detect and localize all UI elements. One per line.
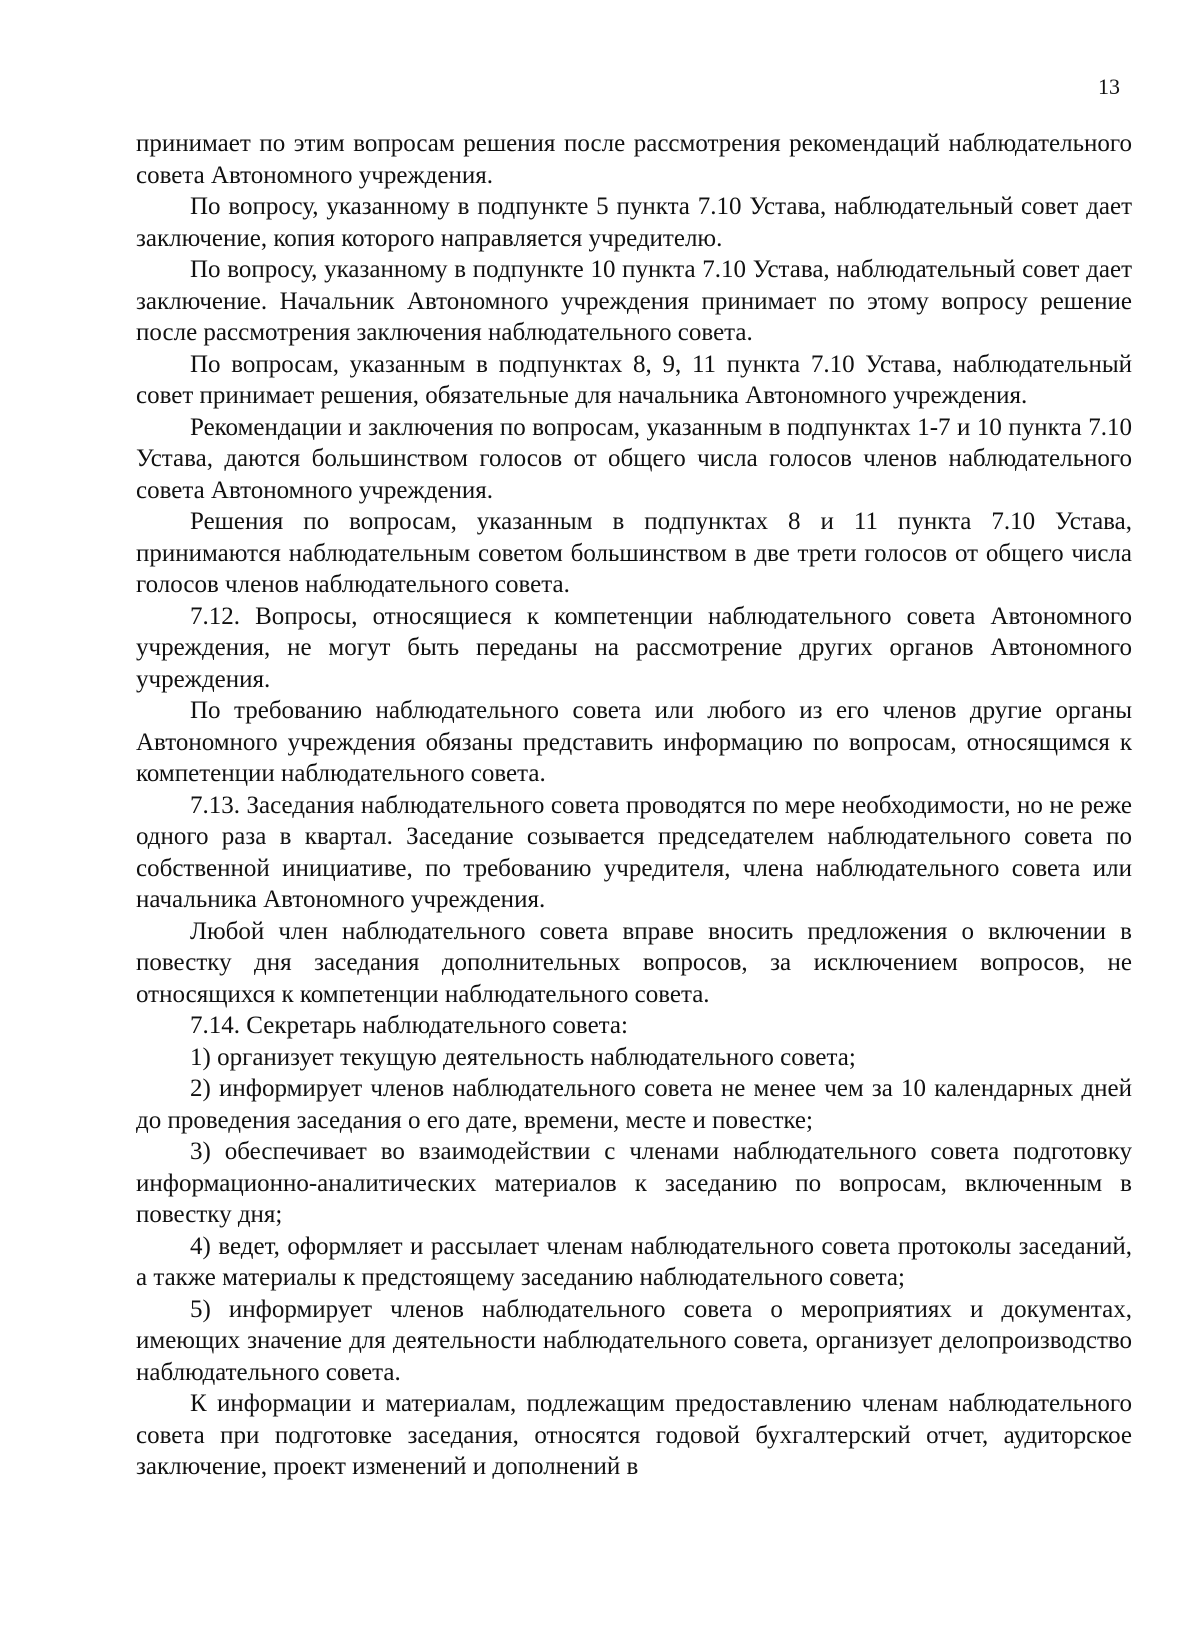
paragraph: По требованию наблюдательного совета или любого из его членов другие органы Автономного учреждения обязаны представить информацию по вопросам, относящимся к компетенции наблюдательного совета. (136, 697, 1132, 787)
page-number: 13 (1098, 74, 1120, 99)
clause-7-13: 7.13. Заседания наблюдательного совета проводятся по мере необходимости, но не реже одного раза в квартал. Заседание созывается председателем наблюдательного совета по собственной инициативе, по требованию учредителя, члена наблюдательного совета или начальника Автономного учреждения. (136, 791, 1132, 913)
paragraph: Любой член наблюдательного совета вправе вносить предложения о включении в повестку дня заседания дополнительных вопросов, за исключением вопросов, не относящихся к компетенции наблюдательного совета. (136, 917, 1132, 1008)
list-item-3: 3) обеспечивает во взаимодействии с членами наблюдательного совета подготовку информационно-аналитических материалов к заседанию по вопросам, включенным в повестку дня; (136, 1138, 1132, 1228)
paragraph: По вопросу, указанному в подпункте 10 пункта 7.10 Устава, наблюдательный совет дает заключение. Начальник Автономного учреждения принимает по этому вопросу решение после рассмотрения заключения наблюдательного совета. (136, 256, 1132, 346)
clause-7-14: 7.14. Секретарь наблюдательного совета: (190, 1012, 628, 1039)
list-item-1: 1) организует текущую деятельность наблюдательного совета; (190, 1043, 856, 1071)
document-body (136, 128, 1132, 1483)
list-item-4: 4) ведет, оформляет и рассылает членам наблюдательного совета протоколы заседаний, а также материалы к предстоящему заседанию наблюдательного совета; (136, 1232, 1132, 1291)
list-item-2: 2) информирует членов наблюдательного совета не менее чем за 10 календарных дней до проведения заседания о его дате, времени, месте и повестке; (136, 1075, 1132, 1134)
clause-7-12: 7.12. Вопросы, относящиеся к компетенции наблюдательного совета Автономного учреждения, не могут быть переданы на рассмотрение других органов Автономного учреждения. (136, 602, 1132, 693)
paragraph-continuation: принимает по этим вопросам решения после рассмотрения рекомендаций наблюдательного совета Автономного учреждения. (136, 130, 1132, 189)
paragraph: Решения по вопросам, указанным в подпунктах 8 и 11 пункта 7.10 Устава, принимаются наблюдательным советом большинством в две трети голосов от общего числа голосов членов наблюдательного совета. (136, 508, 1132, 598)
paragraph: К информации и материалам, подлежащим предоставлению членам наблюдательного совета при подготовке заседания, относятся годовой бухгалтерский отчет, аудиторское заключение, проект изменений и дополнений в (136, 1390, 1132, 1480)
paragraph: Рекомендации и заключения по вопросам, указанным в подпунктах 1-7 и 10 пункта 7.10 Устава, даются большинством голосов от общего числа голосов членов наблюдательного совета Автономного учреждения. (136, 413, 1132, 504)
paragraph: По вопросу, указанному в подпункте 5 пункта 7.10 Устава, наблюдательный совет дает заключение, копия которого направляется учредителю. (136, 193, 1132, 252)
list-item-5: 5) информирует членов наблюдательного совета о мероприятиях и документах, имеющих значение для деятельности наблюдательного совета, организует делопроизводство наблюдательного совета. (136, 1295, 1132, 1386)
paragraph: По вопросам, указанным в подпунктах 8, 9, 11 пункта 7.10 Устава, наблюдательный совет принимает решения, обязательные для начальника Автономного учреждения. (136, 350, 1132, 409)
